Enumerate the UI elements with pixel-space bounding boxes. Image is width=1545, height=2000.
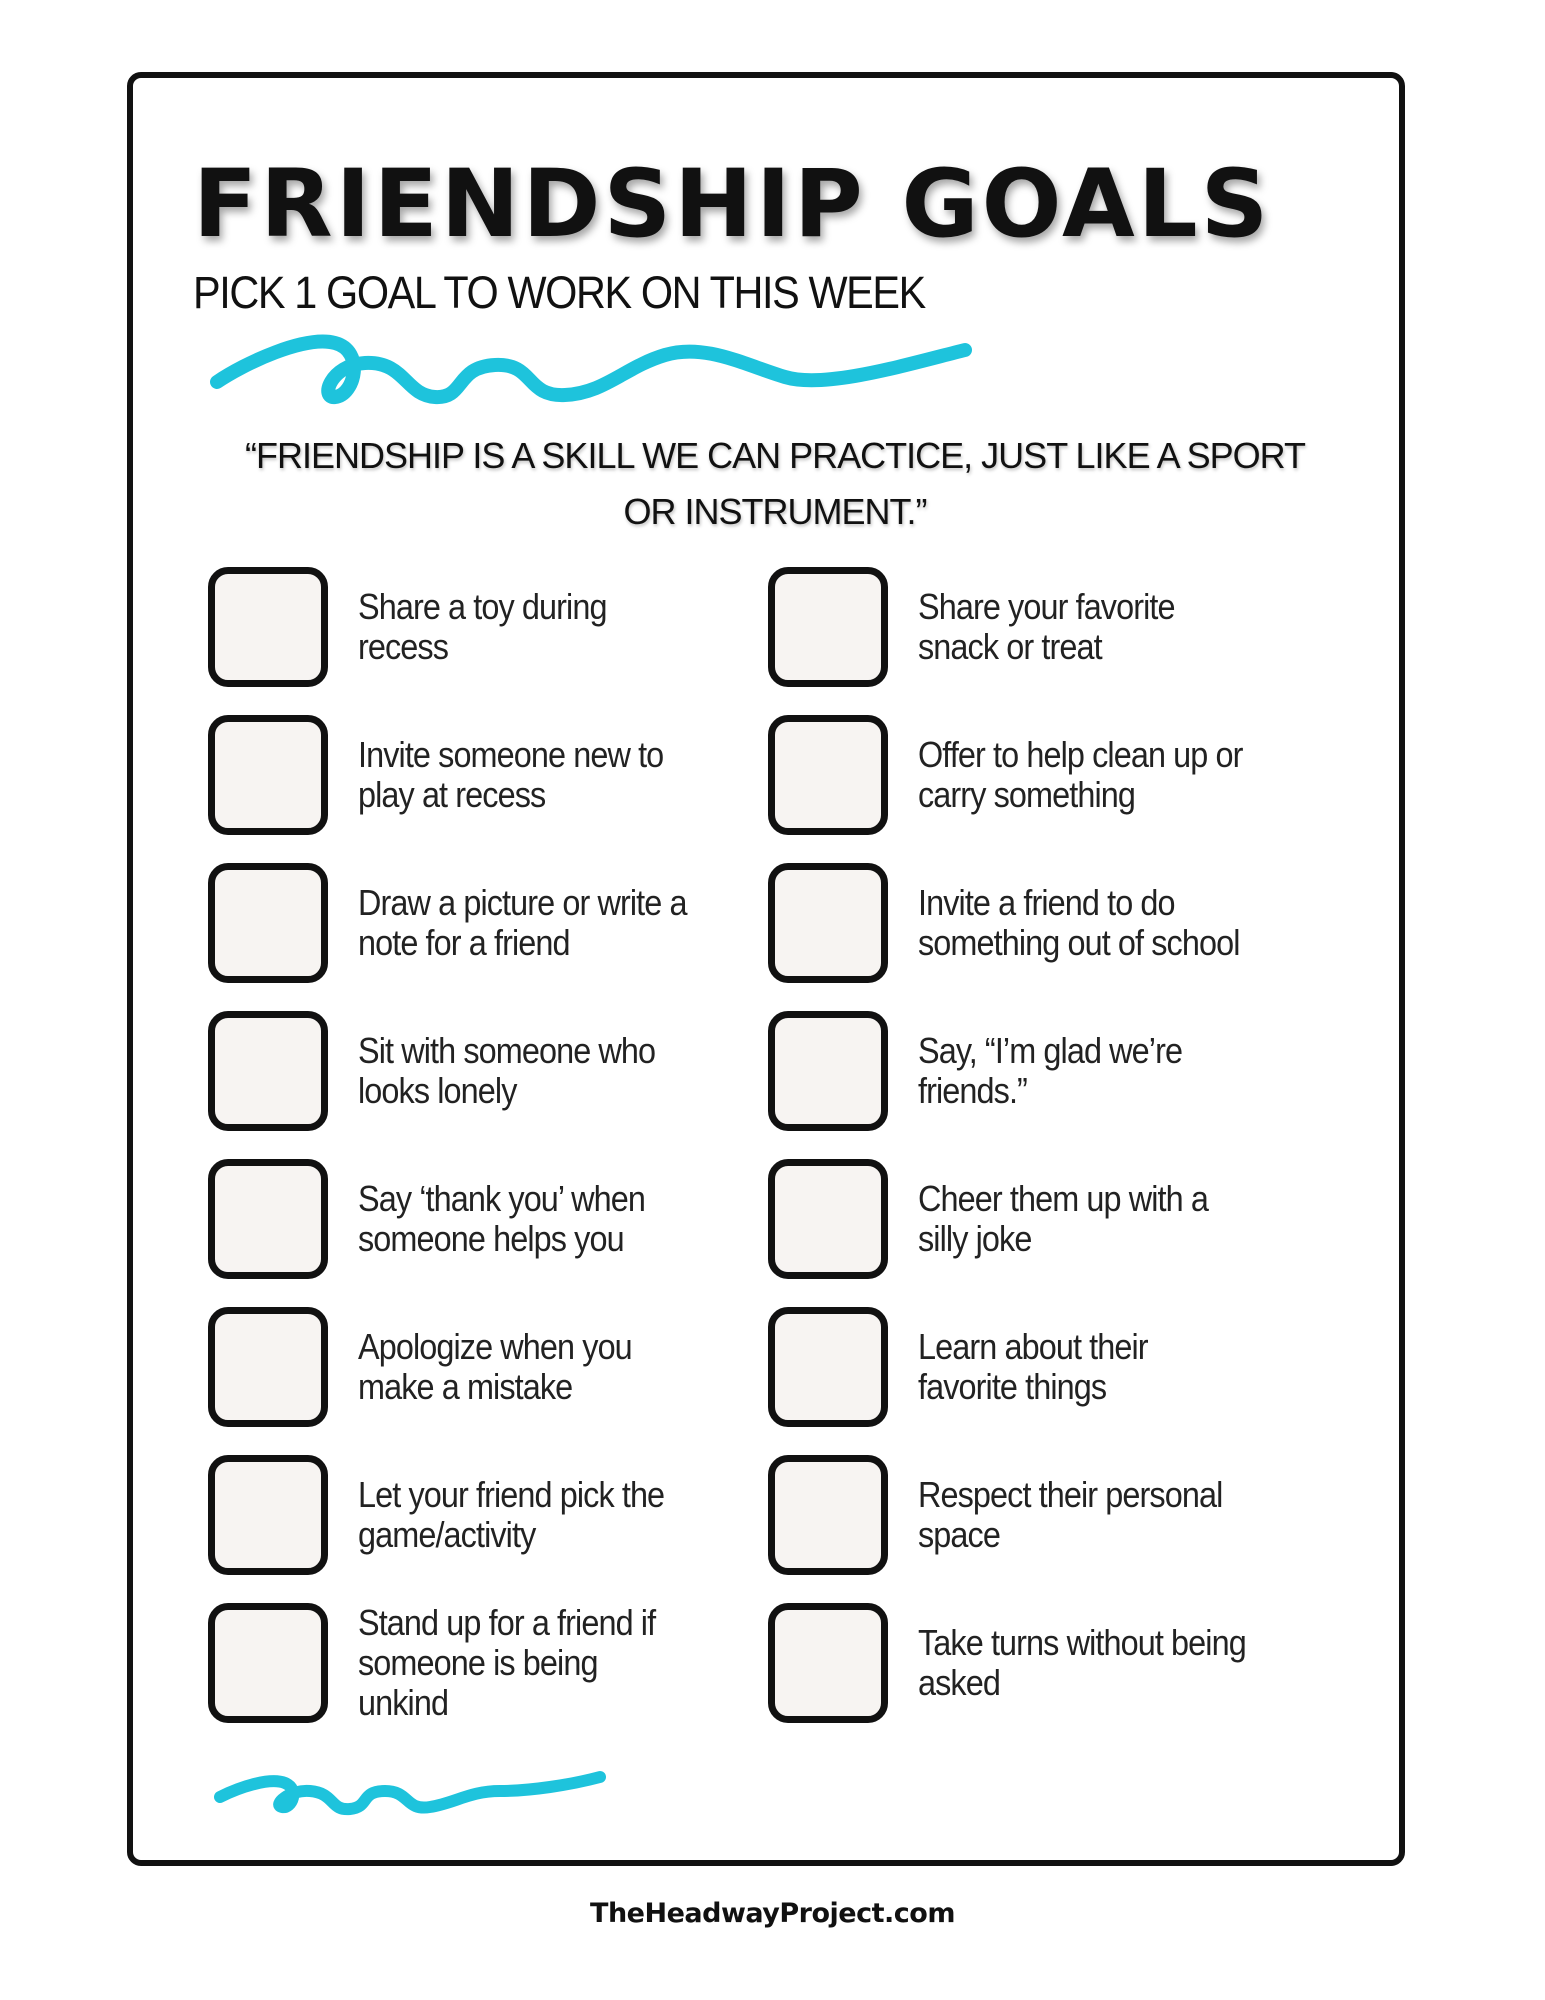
goal-item [208, 1456, 768, 1574]
goal-item [208, 716, 768, 834]
goal-label: Invite someone new to play at recess [358, 734, 664, 815]
goal-item [208, 1160, 768, 1278]
goal-label: Cheer them up with a silly joke [918, 1178, 1208, 1259]
goal-checkbox[interactable] [768, 1011, 888, 1131]
goal-checkbox[interactable] [208, 1011, 328, 1131]
goal-item [208, 568, 768, 686]
goal-checkbox[interactable] [208, 1603, 328, 1723]
goal-item [768, 1160, 1328, 1278]
goal-checkbox[interactable] [208, 1159, 328, 1279]
goal-label: Learn about their favorite things [918, 1326, 1148, 1407]
goal-label: Stand up for a friend if someone is being unkind [358, 1602, 656, 1723]
goal-checkbox[interactable] [768, 863, 888, 983]
quote-text: “FRIENDSHIP IS A SKILL WE CAN PRACTICE, JUST LIKE A SPORT OR INSTRUMENT.” [245, 435, 1305, 532]
goal-item [208, 1604, 768, 1722]
goal-checkbox[interactable] [768, 1307, 888, 1427]
page-title: FRIENDSHIP GOALS [193, 150, 1272, 259]
goal-checkbox[interactable] [768, 1455, 888, 1575]
goal-item [768, 1012, 1328, 1130]
goal-label: Say ‘thank you’ when someone helps you [358, 1178, 645, 1259]
goal-label: Say, “I’m glad we’re friends.” [918, 1030, 1183, 1111]
goal-item [768, 1604, 1328, 1722]
goal-checkbox[interactable] [768, 1159, 888, 1279]
goal-label: Draw a picture or write a note for a friend [358, 882, 687, 963]
goal-label: Share your favorite snack or treat [918, 586, 1175, 667]
goals-grid [208, 568, 1358, 1752]
goal-checkbox[interactable] [208, 715, 328, 835]
goal-item [768, 864, 1328, 982]
goal-checkbox[interactable] [208, 863, 328, 983]
bottom-squiggle-decoration [210, 1765, 610, 1825]
goal-checkbox[interactable] [208, 1307, 328, 1427]
goal-label: Sit with someone who looks lonely [358, 1030, 656, 1111]
goal-label: Take turns without being asked [918, 1622, 1246, 1703]
goal-checkbox[interactable] [208, 1455, 328, 1575]
goal-label: Offer to help clean up or carry something [918, 734, 1243, 815]
goal-item [768, 1456, 1328, 1574]
goal-item [768, 1308, 1328, 1426]
top-squiggle-decoration [205, 325, 985, 415]
footer-website: TheHeadwayProject.com [590, 1898, 955, 1929]
goal-checkbox[interactable] [768, 715, 888, 835]
goal-checkbox[interactable] [208, 567, 328, 687]
goal-label: Apologize when you make a mistake [358, 1326, 632, 1407]
goal-item [768, 716, 1328, 834]
goal-item [768, 568, 1328, 686]
goal-item [208, 1012, 768, 1130]
goal-item [208, 864, 768, 982]
goal-checkbox[interactable] [768, 1603, 888, 1723]
goal-label: Respect their personal space [918, 1474, 1223, 1555]
goal-label: Share a toy during recess [358, 586, 607, 667]
goal-label: Invite a friend to do something out of school [918, 882, 1240, 963]
goal-checkbox[interactable] [768, 567, 888, 687]
goal-item [208, 1308, 768, 1426]
page-subtitle: PICK 1 GOAL TO WORK ON THIS WEEK [193, 267, 925, 318]
goal-label: Let your friend pick the game/activity [358, 1474, 665, 1555]
